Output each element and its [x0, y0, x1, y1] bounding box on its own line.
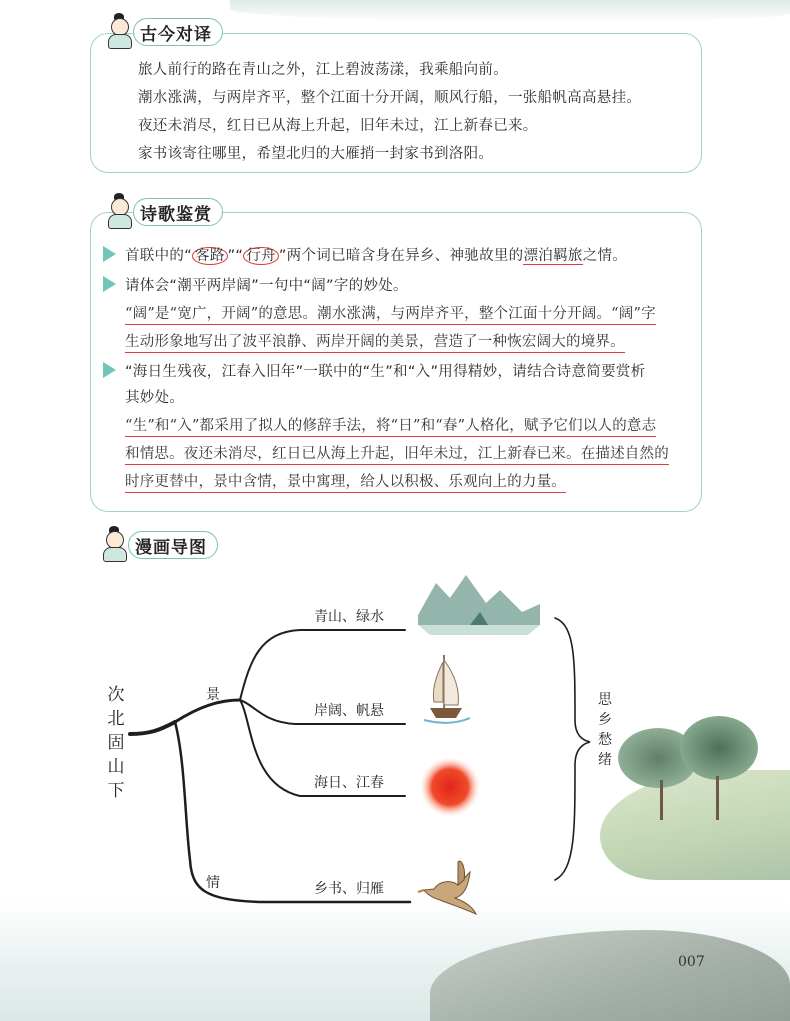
branch-scene-label: 景 [206, 687, 220, 703]
mindmap-summary: 思乡愁绪 [598, 692, 612, 768]
goose-illustration [418, 861, 476, 914]
mindmap-root: 次北固山下 [107, 685, 125, 801]
q1-text-mid2: ”两个词已暗含身在异乡、神驰故里的 [278, 248, 524, 264]
mindmap-title: 漫画导图 [128, 531, 218, 559]
branch-emotion-label: 情 [206, 875, 220, 891]
page-number: 007 [678, 954, 705, 970]
question-3-line-1: “海日生残夜，江春入旧年”一联中的“生”和“入”用得精妙，请结合诗意简要赏析 [125, 364, 646, 380]
translation-line-2: 潮水涨满，与两岸齐平，整个江面十分开阔，顺风行船，一张船帆高高悬挂。 [138, 90, 642, 106]
question-3-line-2: 其妙处。 [125, 390, 185, 406]
q1-text-pre: 首联中的“ [125, 248, 193, 264]
q1-text-post: 之情。 [582, 248, 628, 264]
answer-2-line-1: “阔”是“宽广，开阔”的意思。潮水涨满，与两岸齐平，整个江面十分开阔。“阔”字 [125, 302, 656, 325]
leaf-sun-spring: 海日、江春 [314, 775, 384, 791]
translation-title: 古今对译 [133, 18, 223, 46]
q1-circled-word-1: 客路 [192, 247, 228, 265]
appreciation-title: 诗歌鉴赏 [133, 198, 223, 226]
answer-3-line-1: “生”和“入”都采用了拟人的修辞手法，将“日”和“春”人格化，赋予它们以人的意志 [125, 414, 656, 437]
mountain-illustration [418, 575, 540, 635]
boat-illustration [424, 655, 470, 723]
translation-line-3: 夜还未消尽，红日已从海上升起，旧年未过，江上新春已来。 [138, 118, 538, 134]
leaf-mountains-water: 青山、绿水 [314, 609, 384, 625]
q1-circled-word-2: 行舟 [243, 247, 279, 265]
leaf-letter-geese: 乡书、归雁 [314, 881, 384, 897]
q1-text-mid1: ”“ [227, 248, 244, 264]
answer-3-line-3: 时序更替中，景中含情，景中寓理，给人以积极、乐观向上的力量。 [125, 470, 566, 493]
answer-2-line-2: 生动形象地写出了波平浪静、两岸开阔的美景，营造了一种恢宏阔大的境界。 [125, 330, 625, 353]
translation-line-1: 旅人前行的路在青山之外，江上碧波荡漾，我乘船向前。 [138, 62, 508, 78]
leaf-shore-sail: 岸阔、帆悬 [314, 703, 384, 719]
question-2: 请体会“潮平两岸阔”一句中“阔”字的妙处。 [125, 278, 408, 294]
sun-illustration [420, 757, 480, 817]
translation-line-4: 家书该寄往哪里，希望北归的大雁捎一封家书到洛阳。 [138, 146, 494, 162]
answer-3-line-2: 和情思。夜还未消尽，红日已从海上升起，旧年未过，江上新春已来。在描述自然的 [125, 442, 669, 465]
q1-underlined-word: 漂泊羁旅 [523, 248, 583, 264]
